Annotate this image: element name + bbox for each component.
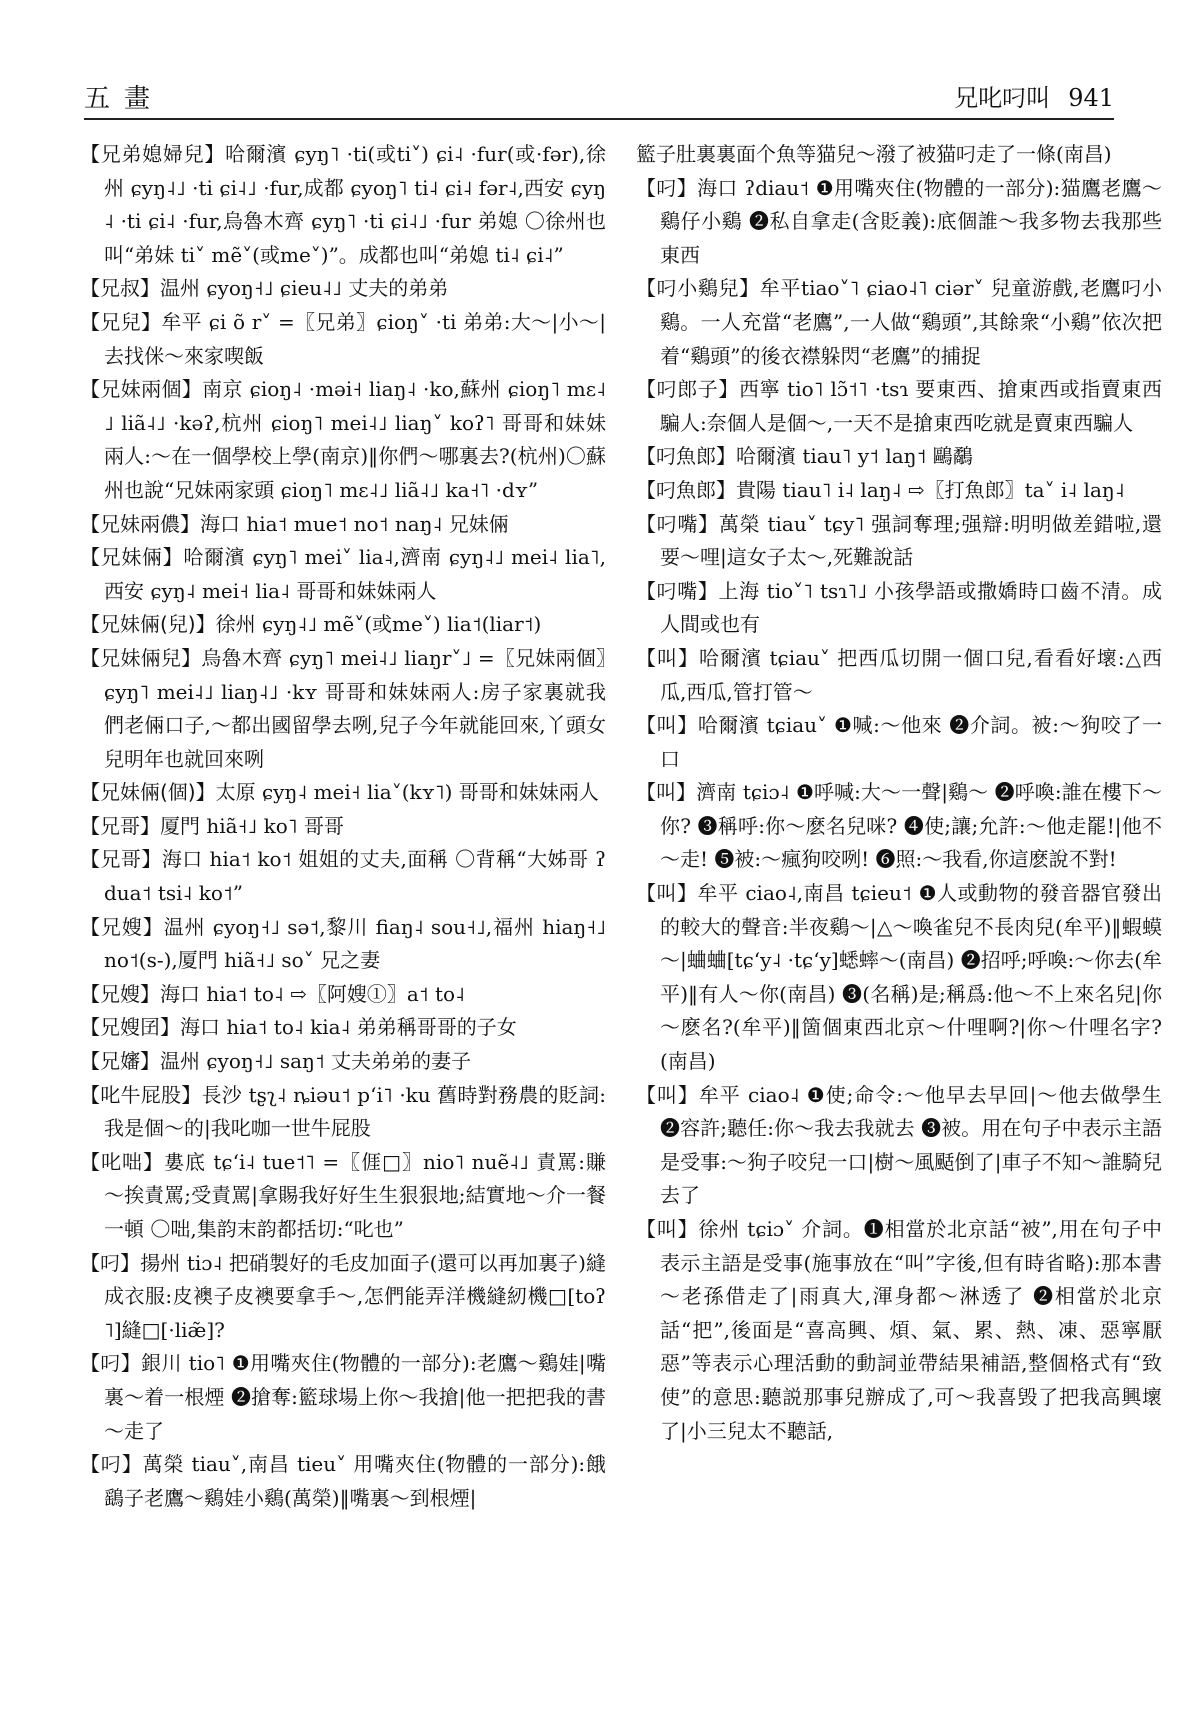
entry-definition: 海口 hia˦ to˨ kia˨ 弟弟稱哥哥的子女	[180, 1015, 517, 1040]
dictionary-entry	[636, 575, 1162, 642]
dictionary-entry	[80, 1045, 606, 1079]
entry-headword: 【叱牛屁股】	[80, 1082, 202, 1107]
entry-definition: 牟平 ciao˨,南昌 tɕieu˦ ❶人或動物的發音器官發出的較大的聲音:半夜鷄～|△～喚雀兒不長肉兒(牟平)‖蝦蟆～|蛐蛐[tɕʻy˨ ·tɕʻy]蟋蟀～(南昌) ❷招呼;呼喚:～你去(牟平)‖有人～你(南昌) ❸(名稱)是;稱爲:他～不上來名兒|你～麽名?(牟平)‖箇個東西北京～什哩啊?|你～什哩名字?(南昌)	[660, 881, 1162, 1074]
dictionary-entry	[80, 608, 606, 642]
entry-definition: 温州 ɕyoŋ˧˩ ɕieu˨˩ 丈夫的弟弟	[160, 276, 449, 301]
entry-definition: 銀川 tio˥ ❶用嘴夾住(物體的一部分):老鷹～鷄娃|嘴裏～着一根煙 ❷搶奪:籃球場上你～我搶|他一把把我的書～走了	[104, 1351, 606, 1443]
entry-definition: 牟平 ciao˨ ❶使;命令:～他早去早回|～他去做學生 ❷容許;聽任:你～我去我就去 ❸被。用在句子中表示主語是受事:～狗子咬兒一口|樹～風颳倒了|車子不知～誰騎兒去了	[660, 1082, 1163, 1208]
section-title: 五畫	[84, 84, 165, 114]
entry-headword: 【兄妹兩儂】	[80, 511, 200, 536]
entry-definition: 厦門 hiã˧˩ ko˥ 哥哥	[160, 813, 345, 838]
dictionary-entry	[80, 306, 606, 373]
entry-definition: 哈爾濱 tɕiau˅ 把西瓜切開一個口兒,看看好壞:△西瓜,西瓜,管打管～	[660, 645, 1162, 704]
dictionary-entry	[636, 272, 1162, 373]
dictionary-entry	[636, 1079, 1162, 1213]
entry-headword: 【兄妹倆(兒)】	[80, 612, 216, 637]
dictionary-entry	[80, 1448, 606, 1515]
entry-headword: 【兄哥】	[80, 813, 160, 838]
dictionary-entry	[636, 709, 1162, 776]
entry-headword: 【兄弟媳婦兒】	[80, 142, 226, 166]
entry-definition: 海口 ʔdiau˦ ❶用嘴夾住(物體的一部分):猫鷹老鷹～鷄仔小鷄 ❷私自拿走(含貶義):底個誰～我多物去我那些東西	[660, 175, 1163, 267]
entry-headword: 【叫】	[636, 780, 697, 805]
dictionary-entry	[636, 138, 1162, 172]
entry-headword: 【叼魚郎】	[636, 444, 736, 469]
entry-definition: 海口 hia˦ mue˦ no˦ naŋ˨ 兄妹倆	[200, 511, 509, 536]
entry-definition: 哈爾濱 tɕiau˅ ❶喊:～他來 ❷介詞。被:～狗咬了一口	[660, 713, 1162, 771]
entry-definition: 海口 hia˦ to˨ ⇨〖阿嫂①〗a˦ to˨	[160, 981, 465, 1006]
dictionary-entry	[80, 138, 606, 272]
entry-definition: 揚州 tiɔ˨ 把硝製好的毛皮加面子(還可以再加裏子)縫成衣服:皮襖子皮襖要拿手～,怎們能弄洋機縫紉機□[toʔ˥]縫□[·liæ̃]?	[104, 1250, 607, 1342]
entry-definition: 哈爾濱 ɕyŋ˥ mei˅ lia˨,濟南 ɕyŋ˨˩ mei˨ lia˥,西安 ɕyŋ˨ mei˧ lia˨ 哥哥和妹妹兩人	[104, 545, 606, 603]
entry-definition: 萬榮 tiau˅ tɕy˥ 强詞奪理;强辯:明明做差錯啦,還要～哩|這女子太～,死難說話	[660, 511, 1163, 570]
entry-headword: 【叫】	[636, 713, 698, 738]
entry-definition: 温州 ɕyoŋ˧˩ sə˦,黎川 fiaŋ˨ sou˧˩,福州 hiaŋ˧˩ no˦(s-),厦門 hiã˧˩ so˅ 兄之妻	[104, 914, 607, 973]
entry-headword: 【叫】	[636, 645, 700, 670]
entry-definition: 上海 tio˅˥ tsɿ˥˩ 小孩學語或撒嬌時口齒不清。成人間或也有	[660, 578, 1163, 637]
entry-headword: 【叼魚郎】	[636, 477, 736, 502]
entry-headword: 【叼郎子】	[636, 377, 739, 402]
entry-headword: 【叼嘴】	[636, 511, 719, 536]
entry-headword: 【叱咄】	[80, 1149, 164, 1174]
header-right	[954, 78, 1114, 113]
entry-definition: 烏魯木齊 ɕyŋ˥ mei˨˩ liaŋr˅˩ =〖兄妹兩個〗ɕyŋ˥ mei˨˩ liaŋ˨˩ ·kʏ 哥哥和妹妹兩人:房子家裏就我們老倆口子,～都出國留學去咧,兒子今年就能回來,丫頭女兒明年也就回來咧	[104, 645, 606, 771]
entry-headword: 【叼】	[80, 1452, 143, 1477]
entry-headword: 【兄妹倆兒】	[80, 645, 202, 670]
entry-definition: 哈爾濱 tiau˥ y˦ laŋ˦ 鷗鷸	[736, 444, 973, 469]
entry-definition: 哈爾濱 ɕyŋ˥ ·ti(或ti˅) ɕi˨ ·fur(或·fər),徐州 ɕyŋ˨˩ ·ti ɕi˨˩ ·fur,成都 ɕyoŋ˥ ti˨ ɕi˨ fər˨,西安 ɕyŋ˨ ·ti ɕi˨ ·fur,烏魯木齊 ɕyŋ˥ ·ti ɕi˨˩ ·fur 弟媳 〇徐州也叫“弟妹 ti˅ mẽ˅(或me˅)”。成都也叫“弟媳 ti˨ ɕi˨”	[104, 142, 607, 267]
entry-headword: 【叼】	[80, 1250, 141, 1275]
page-number: 941	[1068, 84, 1114, 112]
dictionary-entry	[636, 1213, 1162, 1448]
dictionary-entry	[80, 843, 606, 910]
dictionary-entry	[80, 978, 606, 1012]
entry-definition: 南京 ɕioŋ˨ ·məi˧ liaŋ˨ ·ko,蘇州 ɕioŋ˥ mɛ˨˩ liã˨˩ ·kəʔ,杭州 ɕioŋ˥ mei˨˩ liaŋ˅ koʔ˥ 哥哥和妹妹兩人:～在一個學校上學(南京)‖你們～哪裏去?(杭州)〇蘇州也說“兄妹兩家頭 ɕioŋ˥ mɛ˨˩ liã˨˩ ka˧˥ ·dʏ”	[104, 377, 606, 502]
entry-definition: 婁底 tɕʻi˨ tue˦˥ =〖𠊎□〗nio˥ nuẽ˨˩ 責罵:賺～挨責罵;受責罵|拿賜我好好生生狠狠地;結實地～介一餐一頓 〇咄,集韵末韵都括切:“叱也”	[104, 1149, 606, 1241]
dictionary-entry	[636, 440, 1162, 474]
entry-headword: 【兄嫂】	[80, 981, 160, 1006]
dictionary-entry	[80, 1011, 606, 1045]
dictionary-entry	[80, 1347, 606, 1448]
dictionary-entry	[80, 1247, 606, 1348]
dictionary-entry	[636, 877, 1162, 1079]
entry-definition: 濟南 tɕiɔ˨ ❶呼喊:大～一聲|鷄～ ❷呼喚:誰在樓下～你? ❸稱呼:你～麽名兒咪? ❹使;讓;允許:～他走罷!|他不～走! ❺被:～瘋狗咬咧! ❻照:～我看,你這麽說不對!	[660, 780, 1162, 872]
dictionary-entry	[636, 642, 1162, 709]
entry-definition: 貴陽 tiau˥ i˨ laŋ˨ ⇨〖打魚郎〗ta˅ i˨ laŋ˨	[736, 477, 1125, 502]
entry-headword: 【叫】	[636, 881, 698, 906]
dictionary-entry	[80, 642, 606, 776]
dictionary-entry	[636, 172, 1162, 273]
dictionary-entry	[636, 373, 1162, 440]
entry-headword: 【兄兒】	[80, 309, 162, 334]
entry-headword: 【兄哥】	[80, 847, 162, 872]
dictionary-entry	[80, 810, 606, 844]
entry-headword: 【兄妹倆(個)】	[80, 780, 216, 805]
dictionary-entry	[80, 1146, 606, 1247]
entry-headword: 【叼】	[636, 175, 698, 200]
header-characters: 兄叱叼叫	[954, 84, 1051, 112]
dictionary-entry	[80, 373, 606, 507]
left-column	[80, 138, 606, 1515]
entry-headword: 【叫】	[636, 1082, 699, 1107]
dictionary-entry	[80, 776, 606, 810]
dictionary-entry	[636, 508, 1162, 575]
entry-headword: 【叼小鷄兒】	[636, 276, 760, 301]
dictionary-entry	[80, 541, 606, 608]
entry-definition: 牟平 ɕi õ r˅ =〖兄弟〗ɕioŋ˅ ·ti 弟弟:大～|小～|去找侎～來家喫飯	[104, 309, 606, 368]
entry-definition: 長沙 tʂʅ˨ ȵiəu˦ pʻi˥ ·ku 舊時對務農的貶詞:我是個～的|我叱咖一世牛屁股	[104, 1082, 607, 1141]
entry-definition: 徐州 ɕyŋ˨˩ mẽ˅(或me˅) lia˦(liar˦)	[215, 612, 542, 637]
entry-headword: 【叫】	[636, 1217, 699, 1241]
entry-headword: 【兄嫂囝】	[80, 1015, 180, 1040]
dictionary-entry	[636, 776, 1162, 877]
entry-headword: 【叼】	[80, 1351, 142, 1376]
entry-headword: 【兄嬸】	[80, 1049, 160, 1074]
dictionary-entry	[80, 911, 606, 978]
entry-definition: 籃子肚裏裏面个魚等猫兒～潑了被猫叼走了一條(南昌)	[636, 142, 1112, 166]
entry-headword: 【兄妹倆】	[80, 545, 184, 570]
entry-definition: 太原 ɕyŋ˨ mei˧ lia˅(kʏ˥) 哥哥和妹妹兩人	[215, 780, 599, 805]
entry-definition: 萬榮 tiau˅,南昌 tieu˅ 用嘴夾住(物體的一部分):餓鷂子老鷹～鷄娃小鷄(萬榮)‖嘴裏～到根煙|	[104, 1452, 606, 1510]
entry-definition: 西寧 tio˥ lɔ̃˦˥ ·tsɿ 要東西、搶東西或指賣東西騙人:奈個人是個～,一天不是搶東西吃就是賣東西騙人	[660, 377, 1162, 435]
page-header	[84, 70, 1114, 120]
dictionary-entry	[80, 508, 606, 542]
entry-headword: 【兄妹兩個】	[80, 377, 203, 402]
right-column	[636, 138, 1162, 1448]
entry-headword: 【兄嫂】	[80, 914, 164, 939]
entry-definition: 牟平tiao˅˥ ɕiao˨˥ ciər˅ 兒童游戲,老鷹叼小鷄。一人充當“老鷹”,一人做“鷄頭”,其餘衆“小鷄”依次把着“鷄頭”的後衣襟躲閃“老鷹”的捕捉	[660, 276, 1162, 368]
entry-definition: 温州 ɕyoŋ˧˩ saŋ˦ 丈夫弟弟的妻子	[160, 1049, 472, 1074]
entry-definition: 海口 hia˦ ko˦ 姐姐的丈夫,面稱 〇背稱“大姊哥 ʔdua˦ tsi˨ ko˦”	[104, 847, 607, 906]
entry-definition: 徐州 tɕiɔ˅ 介詞。❶相當於北京話“被”,用在句子中表示主語是受事(施事放在“叫”字後,但有時省略):那本書～老孫借走了|雨真大,渾身都～淋透了 ❷相當於北京話“把”,後面是“喜高興、煩、氣、累、熱、凍、惡寧厭惡”等表示心理活動的動詞並帶結果補語,整個格式有“致使”的意思:聽説那事兒辦成了,可～我喜毁了把我高興壞了|小三兒太不聽話,	[660, 1217, 1163, 1443]
dictionary-entry	[636, 474, 1162, 508]
dictionary-entry	[80, 272, 606, 306]
entry-headword: 【兄叔】	[80, 276, 160, 301]
dictionary-entry	[80, 1079, 606, 1146]
entry-headword: 【叼嘴】	[636, 578, 719, 603]
